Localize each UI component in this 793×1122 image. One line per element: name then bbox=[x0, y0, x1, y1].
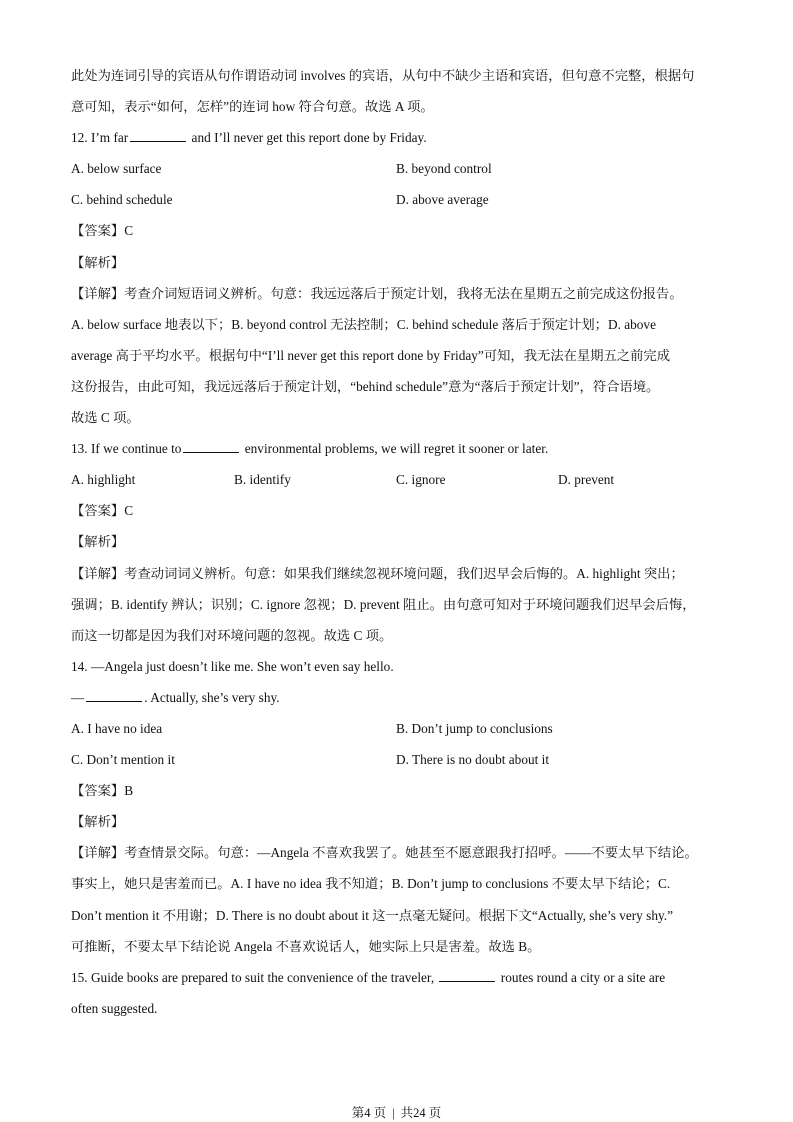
detail-line: 【详解】考查动词词义辨析。句意：如果我们继续忽视环境问题，我们迟早会后悔的。A. highlight 突出； bbox=[71, 565, 684, 581]
detail-line: A. below surface 地表以下；B. beyond control 无法控制；C. behind schedule 落后于预定计划；D. above bbox=[71, 316, 656, 332]
option-a: A. I have no idea bbox=[71, 720, 163, 736]
intro-line: 此处为连词引导的宾语从句作谓语动词 involves 的宾语，从句中不缺少主语和宾语，但句意不完整，根据句 bbox=[71, 68, 695, 83]
option-c: C. Don’t mention it bbox=[71, 752, 175, 768]
page-total: 共24 页 bbox=[400, 1106, 442, 1120]
answer-label: 【答案】 bbox=[71, 223, 125, 239]
option-d: D. prevent bbox=[558, 472, 615, 488]
option-b: B. beyond control bbox=[396, 161, 492, 177]
answer-blank bbox=[86, 689, 142, 702]
option-b: B. Don’t jump to conclusions bbox=[396, 720, 553, 736]
stem-text: routes round a city or a site are bbox=[497, 969, 666, 985]
detail-line: 【详解】考查情景交际。句意：—Angela 不喜欢我罢了。她甚至不愿意跟我打招呼。——不要太早下结论。 bbox=[71, 845, 698, 861]
option-a: A. highlight bbox=[71, 472, 136, 488]
option-c: C. ignore bbox=[396, 472, 446, 488]
options-row bbox=[71, 464, 731, 495]
stem-text: 15. Guide books are prepared to suit the convenience of the traveler, bbox=[71, 969, 435, 985]
detail-line: 这份报告，由此可知，我远远落后于预定计划，“behind schedule”意为“落后于预定计划”，符合语境。 bbox=[71, 378, 660, 394]
question-13-stem bbox=[71, 433, 731, 464]
option-c: C. behind schedule bbox=[71, 192, 173, 208]
answer-blank bbox=[183, 440, 239, 453]
answer-value: C bbox=[124, 503, 134, 519]
detail-line: 强调；B. identify 辨认；识别；C. ignore 忽视；D. prevent 阻止。由句意可知对于环境问题我们迟早会后悔， bbox=[71, 596, 696, 612]
detail-line: 【详解】考查介词短语词义辨析。句意：我远远落后于预定计划，我将无法在星期五之前完成这份报告。 bbox=[71, 285, 683, 301]
question-12-stem bbox=[71, 122, 731, 153]
options-row bbox=[71, 744, 731, 775]
option-d: D. above average bbox=[396, 192, 489, 208]
analysis-label: 【解析】 bbox=[71, 814, 125, 830]
question-14-stem: 14. —Angela just doesn’t like me. She won’t even say hello. bbox=[71, 658, 394, 674]
answer-value: C bbox=[124, 223, 134, 239]
option-b: B. identify bbox=[234, 472, 291, 488]
detail-line: 事实上，她只是害羞而已。A. I have no idea 我不知道；B. Don’t jump to conclusions 不要太早下结论；C. bbox=[71, 876, 671, 892]
stem-text: 12. I’m far bbox=[71, 130, 129, 146]
document-body bbox=[71, 60, 731, 1024]
intro-line: 意可知，表示“如何，怎样”的连词 how 符合句意。故选 A 项。 bbox=[71, 99, 434, 115]
stem-text: . Actually, she’s very shy. bbox=[144, 689, 280, 705]
answer-line bbox=[71, 495, 731, 526]
detail-line: 故选 C 项。 bbox=[71, 410, 140, 426]
answer-line bbox=[71, 215, 731, 246]
stem-text: and I’ll never get this report done by Friday. bbox=[188, 130, 427, 146]
question-15-stem-cont: often suggested. bbox=[71, 1000, 158, 1016]
stem-text: — bbox=[71, 689, 85, 705]
detail-line: 而这一切都是因为我们对环境问题的忽视。故选 C 项。 bbox=[71, 627, 393, 643]
page-number: 第4 页 bbox=[351, 1106, 387, 1120]
answer-label: 【答案】 bbox=[71, 503, 125, 519]
options-row bbox=[71, 153, 731, 184]
question-14-reply bbox=[71, 682, 731, 713]
options-row bbox=[71, 184, 731, 215]
detail-line: 可推断，不要太早下结论说 Angela 不喜欢说话人，她实际上只是害羞。故选 B。 bbox=[71, 938, 541, 954]
option-d: D. There is no doubt about it bbox=[396, 752, 550, 768]
question-15-stem bbox=[71, 962, 731, 993]
answer-blank bbox=[439, 969, 495, 982]
detail-line: Don’t mention it 不用谢；D. There is no doubt about it 这一点毫无疑问。根据下文“Actually, she’s very shy.” bbox=[71, 907, 673, 923]
analysis-label: 【解析】 bbox=[71, 254, 125, 270]
answer-line bbox=[71, 775, 731, 806]
footer-separator: | bbox=[392, 1106, 395, 1120]
answer-value: B bbox=[124, 783, 134, 799]
options-row bbox=[71, 713, 731, 744]
stem-text: 13. If we continue to bbox=[71, 441, 182, 457]
page-footer bbox=[0, 1103, 793, 1121]
option-a: A. below surface bbox=[71, 161, 162, 177]
answer-blank bbox=[130, 129, 186, 142]
stem-text: environmental problems, we will regret it sooner or later. bbox=[241, 441, 549, 457]
detail-line: average 高于平均水平。根据句中“I’ll never get this report done by Friday”可知，我无法在星期五之前完成 bbox=[71, 347, 670, 363]
answer-label: 【答案】 bbox=[71, 783, 125, 799]
analysis-label: 【解析】 bbox=[71, 534, 125, 550]
